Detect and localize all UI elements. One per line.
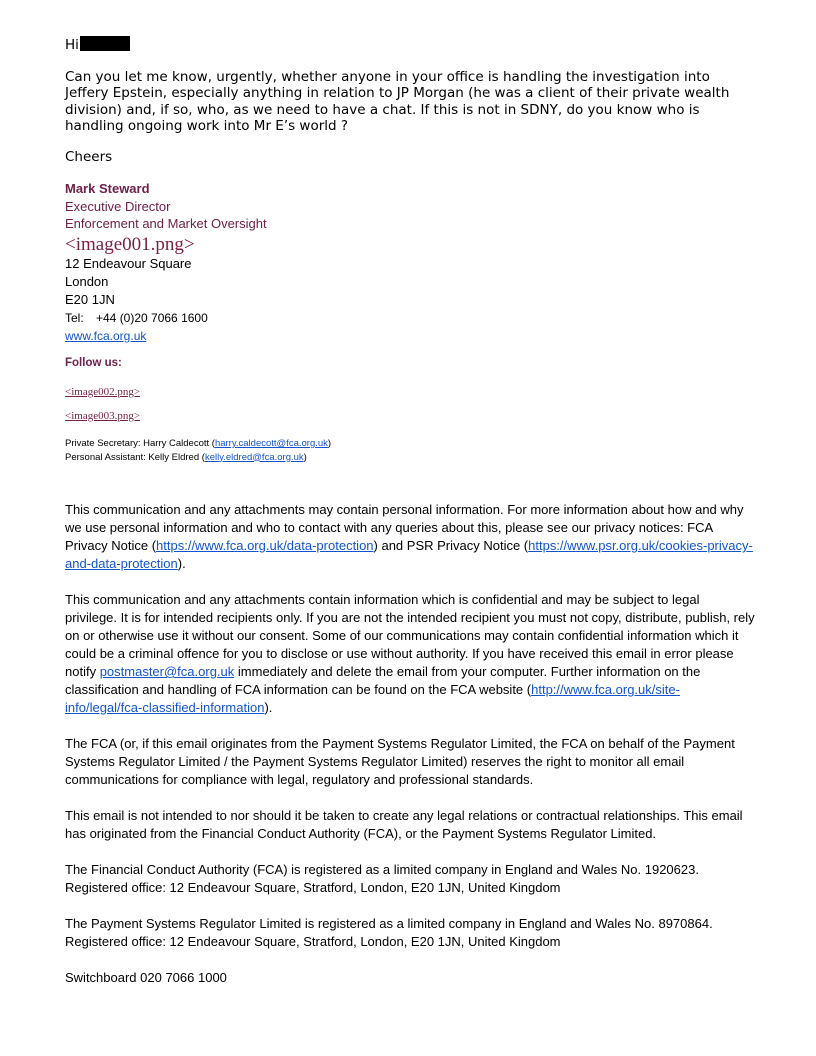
tel-label: Tel:: [65, 311, 84, 325]
signature-title: Executive Director: [65, 198, 171, 214]
greeting-text: Hi: [65, 37, 79, 53]
social-image-placeholder-1[interactable]: <image002.png>: [65, 386, 141, 398]
text: Registered office: 12 Endeavour Square, Stratford, London, E20 1JN, United Kingdom: [65, 934, 561, 949]
signature-address: [65, 255, 208, 345]
signature-name: Mark Steward: [65, 181, 150, 196]
switchboard-number: Switchboard 020 7066 1000: [65, 970, 227, 985]
text: The Payment Systems Regulator Limited is registered as a limited company in England and Wales No. 8970864.: [65, 916, 713, 931]
email-closing: Cheers: [65, 149, 113, 165]
text: ) and PSR Privacy Notice (: [373, 538, 529, 553]
tel-number: +44 (0)20 7066 1600: [96, 311, 208, 325]
social-image-placeholder-2[interactable]: <image003.png>: [65, 410, 141, 422]
pa-email-link[interactable]: kelly.eldred@fca.org.uk: [204, 451, 304, 463]
website-link[interactable]: www.fca.org.uk: [65, 329, 147, 343]
address-line: London: [65, 274, 109, 289]
signature-block: [65, 180, 267, 233]
text: This communication and any attachments contain information which is confidential and may be subject to legal privilege. It is for intended recipients only. If you are not the intended recipient you must not copy, distribute, publish, rely on or otherwise use it without our consent. Some of our communications may contain confidential information which it could be a criminal offence for you to disclose or use without authority. If you have received this email in error please notify: [65, 592, 755, 679]
private-secretary-line: [65, 437, 331, 451]
text: Registered office: 12 Endeavour Square, Stratford, London, E20 1JN, United Kingdom: [65, 880, 561, 895]
psr-registration: [65, 915, 755, 951]
disclaimer-legal-relations: This email is not intended to nor should it be taken to create any legal relations or contractual relationships. This email has originated from the Financial Conduct Authority (FCA), or the Payment Systems Regulator Limited.: [65, 808, 743, 841]
ps-label: Private Secretary: Harry Caldecott (: [65, 438, 215, 449]
email-body: Can you let me know, urgently, whether anyone in your office is handling the investigation into Jeffery Epstein, especially anything in relation to JP Morgan (he was a client of their private wealth division) and, if so, who, as we need to have a chat. If this is not in SDNY, do you know who is handling ongoing work into Mr E’s world ?: [65, 69, 730, 134]
text: ).: [177, 556, 186, 571]
ps-email-link[interactable]: harry.caldecott@fca.org.uk: [214, 438, 328, 449]
logo-image-placeholder: <image001.png>: [65, 234, 195, 255]
text: immediately and delete the email from your computer. Further information on the classification and handling of FCA information can be found on the FCA website (: [65, 664, 701, 697]
psr-privacy-link[interactable]: https://www.psr.org.uk/cookies-privacy-and-data-protection: [65, 538, 753, 571]
telephone-line: [65, 309, 208, 327]
disclaimer-privacy: [65, 501, 755, 573]
classified-info-link[interactable]: http://www.fca.org.uk/site-info/legal/fca-classified-information: [65, 682, 680, 715]
redaction-box: [80, 36, 130, 51]
paren: ): [303, 451, 307, 463]
postmaster-email-link[interactable]: postmaster@fca.org.uk: [99, 664, 235, 679]
disclaimer-monitoring: The FCA (or, if this email originates from the Payment Systems Regulator Limited, the FCA on behalf of the Payment Systems Regulator Limited / the Payment Systems Regulator Limited) reserves the right to monitor all email communications for compliance with legal, regulatory and professional standards.: [65, 736, 735, 787]
text: This communication and any attachments may contain personal information. For more information about how and why we use personal information and who to contact with any queries about this, please see our privacy notices: FCA Privacy Notice (: [65, 502, 744, 553]
signature-department: Enforcement and Market Oversight: [65, 216, 267, 231]
personal-assistant-line: [65, 451, 331, 465]
text: ).: [264, 700, 273, 715]
paren: ): [327, 438, 332, 449]
staff-contacts: [65, 437, 331, 464]
follow-us-label: Follow us:: [65, 357, 122, 369]
fca-registration: [65, 861, 755, 897]
address-line: 12 Endeavour Square: [65, 256, 192, 271]
greeting-line: [65, 36, 130, 53]
disclaimer-confidential: [65, 591, 755, 717]
pa-label: Personal Assistant: Kelly Eldred (: [65, 451, 205, 463]
address-line: E20 1JN: [65, 292, 115, 307]
fca-privacy-link[interactable]: https://www.fca.org.uk/data-protection: [156, 538, 374, 553]
text: The Financial Conduct Authority (FCA) is registered as a limited company in England and Wales No. 1920623.: [65, 862, 699, 877]
